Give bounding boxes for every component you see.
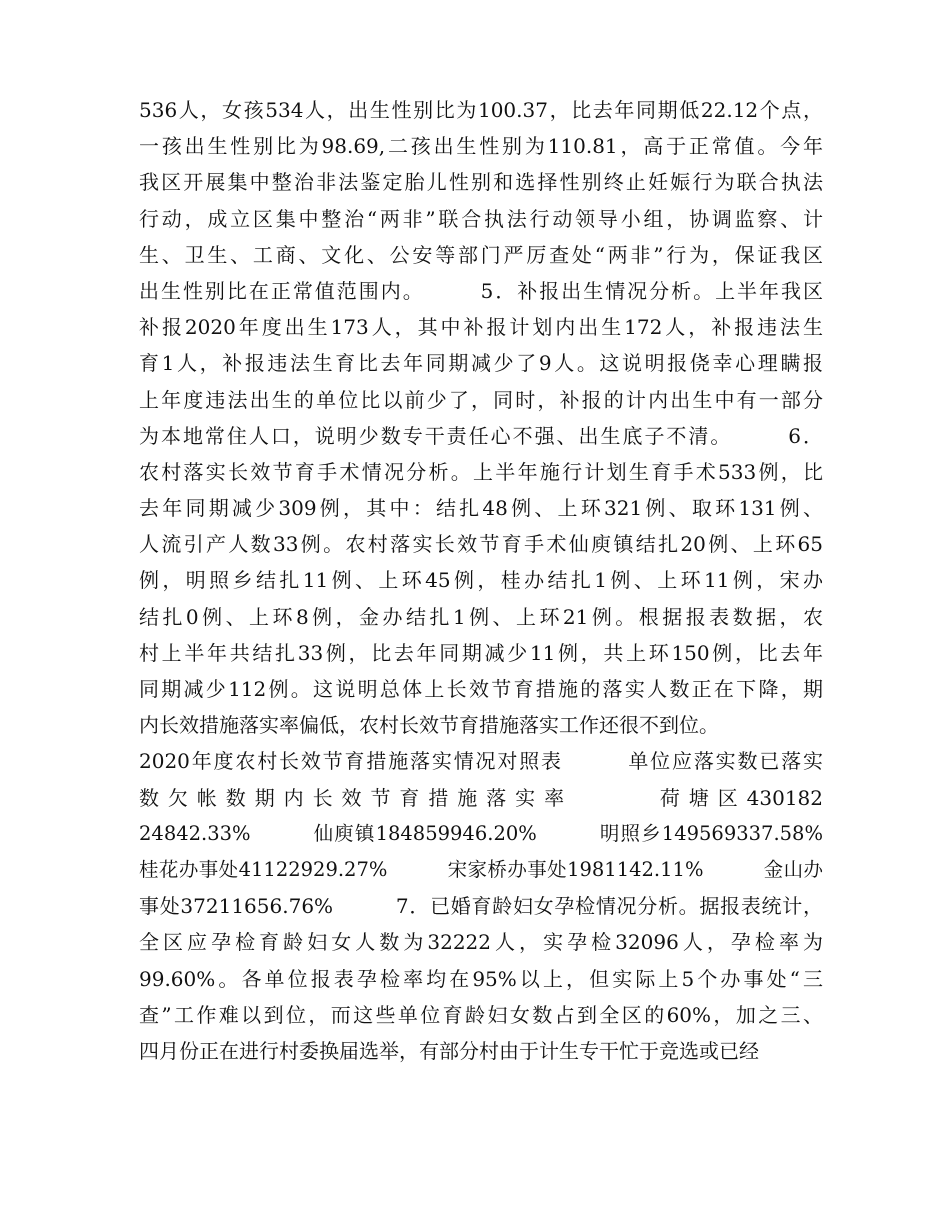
text-line: 一孩出生性别比为98.69,二孩出生性别为110.81，高于正常值。今年 xyxy=(139,134,823,159)
text-line: 桂花办事处41122929.27% 宋家桥办事处1981142.11% 金山办 xyxy=(139,857,823,881)
text-line: 农村落实长效节育手术情况分析。上半年施行计划生育手术533例，比 xyxy=(139,459,823,484)
text-line: 24842.33% 仙庾镇184859946.20% 明照乡149569337.58% xyxy=(139,821,823,845)
text-line: 为本地常住人口，说明少数专干责任心不强、出生底子不清。 6． xyxy=(139,423,823,448)
text-line: 四月份正在进行村委换届选举，有部分村由于计生专干忙于竞选或已经 xyxy=(139,1038,759,1063)
text-line: 出生性别比在正常值范围内。 5．补报出生情况分析。上半年我区 xyxy=(139,278,823,303)
text-line: 536人，女孩534人，出生性别比为100.37，比去年同期低22.12个点， xyxy=(139,98,823,122)
text-line: 上年度违法出生的单位比以前少了，同时，补报的计内出生中有一部分 xyxy=(139,387,823,412)
text-line: 全区应孕检育龄妇女人数为32222人，实孕检32096人，孕检率为 xyxy=(139,930,823,955)
text-line: 结扎0例、上环8例，金办结扎1例、上环21例。根据报表数据，农 xyxy=(139,604,823,629)
text-line: 事处37211656.76% 7．已婚育龄妇女孕检情况分析。据报表统计， xyxy=(139,894,823,919)
text-line: 育1人，补报违法生育比去年同期减少了9人。这说明报侥幸心理瞒报 xyxy=(139,351,823,376)
body-text xyxy=(139,92,823,1069)
text-line: 补报2020年度出生173人，其中补报计划内出生172人，补报违法生 xyxy=(139,315,823,340)
text-line: 去年同期减少309例，其中：结扎48例、上环321例、取环131例、 xyxy=(139,496,823,521)
text-line: 人流引产人数33例。农村落实长效节育手术仙庾镇结扎20例、上环65 xyxy=(139,532,823,557)
text-line: 数欠帐数期内长效节育措施落实率 荷塘区430182 xyxy=(139,785,823,810)
text-line: 查”工作难以到位，而这些单位育龄妇女数占到全区的60%，加之三、 xyxy=(139,1002,823,1027)
text-line: 行动，成立区集中整治“两非”联合执法行动领导小组，协调监察、计 xyxy=(139,206,823,231)
text-line: 例，明照乡结扎11例、上环45例，桂办结扎1例、上环11例，宋办 xyxy=(139,568,823,593)
text-line: 我区开展集中整治非法鉴定胎儿性别和选择性别终止妊娠行为联合执法 xyxy=(139,170,823,195)
text-line: 99.60%。各单位报表孕检率均在95%以上，但实际上5个办事处“三 xyxy=(139,966,823,991)
text-line: 生、卫生、工商、文化、公安等部门严厉查处“两非”行为，保证我区 xyxy=(139,242,823,267)
text-line: 同期减少112例。这说明总体上长效节育措施的落实人数正在下降，期 xyxy=(139,677,823,701)
text-line: 2020年度农村长效节育措施落实情况对照表 单位应落实数已落实 xyxy=(139,749,823,774)
text-line: 内长效措施落实率偏低，农村长效节育措施落实工作还很不到位。 xyxy=(139,713,719,738)
text-line: 村上半年共结扎33例，比去年同期减少11例，共上环150例，比去年 xyxy=(139,640,823,665)
